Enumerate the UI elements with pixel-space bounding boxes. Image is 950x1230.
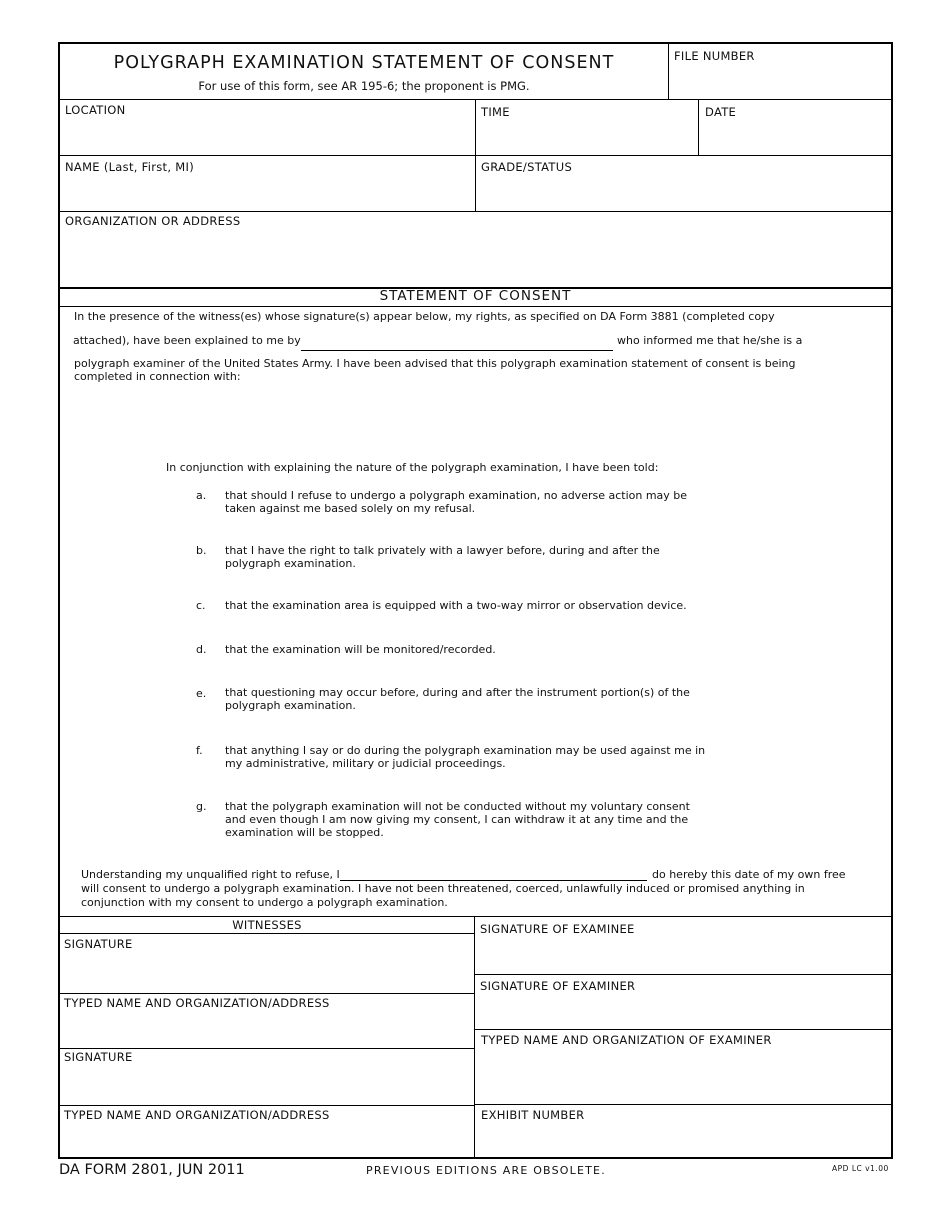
examinee-signature-label: SIGNATURE OF EXAMINEE	[480, 922, 635, 936]
name-label: NAME (Last, First, MI)	[65, 160, 194, 174]
witness-typed-name-1-field[interactable]	[60, 1011, 474, 1048]
item-text: that I have the right to talk privately with a lawyer before, during and after the polygraph examination.	[225, 544, 660, 570]
item-letter: e.	[196, 687, 207, 700]
witness-signature-1-field[interactable]	[60, 952, 474, 993]
organization-field[interactable]	[60, 230, 891, 287]
item-text: that questioning may occur before, during and after the instrument portion(s) of the polygraph examination.	[225, 686, 690, 712]
item-text: that should I refuse to undergo a polygraph examination, no adverse action may be taken against me based solely on my refusal.	[225, 489, 688, 515]
time-label: TIME	[481, 105, 510, 119]
form-subtitle: For use of this form, see AR 195-6; the proponent is PMG.	[198, 79, 530, 93]
closing-line-3: conjunction with my consent to undergo a polygraph examination.	[81, 896, 448, 909]
examiner-name-blank[interactable]	[301, 350, 613, 351]
item-letter: a.	[196, 489, 207, 502]
closing-line-2: will consent to undergo a polygraph examination. I have not been threatened, coerced, unlawfully induced or promised anything in	[81, 882, 805, 895]
witness-typed-name-1-label: TYPED NAME AND ORGANIZATION/ADDRESS	[64, 996, 330, 1010]
file-number-field[interactable]	[669, 64, 891, 98]
version-label: APD LC v1.00	[832, 1164, 889, 1173]
exhibit-number-label: EXHIBIT NUMBER	[481, 1108, 585, 1122]
closing-line-1b: do hereby this date of my own free	[652, 868, 846, 881]
item-text: that the polygraph examination will not be conducted without my voluntary consent and even though I am now giving my consent, I can withdraw it at any time and the examination will be stopped.	[225, 800, 690, 839]
told-intro: In conjunction with explaining the nature of the polygraph examination, I have been told:	[166, 461, 659, 474]
examiner-typed-name-label: TYPED NAME AND ORGANIZATION OF EXAMINER	[481, 1033, 772, 1047]
witnesses-heading: WITNESSES	[232, 918, 302, 932]
closing-line-1a: Understanding my unqualified right to refuse, I	[81, 868, 340, 881]
name-field[interactable]	[60, 175, 475, 210]
examiner-signature-label: SIGNATURE OF EXAMINER	[480, 979, 636, 993]
statement-line-3: polygraph examiner of the United States Army. I have been advised that this polygraph examination statement of consent is being	[74, 357, 796, 370]
statement-line-2a: attached), have been explained to me by	[73, 334, 301, 347]
examinee-signature-field[interactable]	[475, 937, 891, 974]
time-field[interactable]	[476, 120, 698, 154]
form-id: DA FORM 2801, JUN 2011	[59, 1162, 245, 1178]
item-text: that the examination area is equipped with a two-way mirror or observation device.	[225, 599, 687, 612]
grade-status-label: GRADE/STATUS	[481, 160, 573, 174]
item-letter: d.	[196, 643, 207, 656]
statement-line-1: In the presence of the witness(es) whose signature(s) appear below, my rights, as specified on DA Form 3881 (completed copy	[74, 310, 775, 323]
witness-signature-2-field[interactable]	[60, 1065, 474, 1105]
exhibit-number-field[interactable]	[475, 1123, 891, 1159]
statement-line-2b: who informed me that he/she is a	[617, 334, 803, 347]
examinee-name-blank[interactable]	[340, 880, 647, 881]
grade-status-field[interactable]	[476, 175, 891, 210]
item-text: that anything I say or do during the polygraph examination may be used against me in my administrative, military or judicial proceedings.	[225, 744, 706, 770]
witness-signature-2-label: SIGNATURE	[64, 1050, 133, 1064]
statement-heading: STATEMENT OF CONSENT	[379, 288, 572, 304]
consent-form	[58, 42, 893, 1159]
item-letter: c.	[196, 599, 206, 612]
form-title: POLYGRAPH EXAMINATION STATEMENT OF CONSENT	[113, 53, 615, 73]
item-letter: g.	[196, 800, 207, 813]
date-field[interactable]	[699, 120, 891, 154]
examiner-signature-field[interactable]	[475, 994, 891, 1029]
date-label: DATE	[705, 105, 737, 119]
organization-label: ORGANIZATION OR ADDRESS	[65, 214, 241, 228]
file-number-label: FILE NUMBER	[674, 49, 755, 63]
statement-line-4: completed in connection with:	[74, 370, 241, 383]
witness-typed-name-2-field[interactable]	[60, 1123, 474, 1159]
examiner-typed-name-field[interactable]	[475, 1048, 891, 1104]
connection-field[interactable]	[74, 386, 884, 456]
location-label: LOCATION	[65, 103, 126, 117]
item-letter: f.	[196, 744, 203, 757]
item-letter: b.	[196, 544, 207, 557]
location-field[interactable]	[60, 118, 475, 154]
obsolete-notice: PREVIOUS EDITIONS ARE OBSOLETE.	[366, 1164, 606, 1177]
witness-typed-name-2-label: TYPED NAME AND ORGANIZATION/ADDRESS	[64, 1108, 330, 1122]
witness-signature-1-label: SIGNATURE	[64, 937, 133, 951]
item-text: that the examination will be monitored/recorded.	[225, 643, 496, 656]
